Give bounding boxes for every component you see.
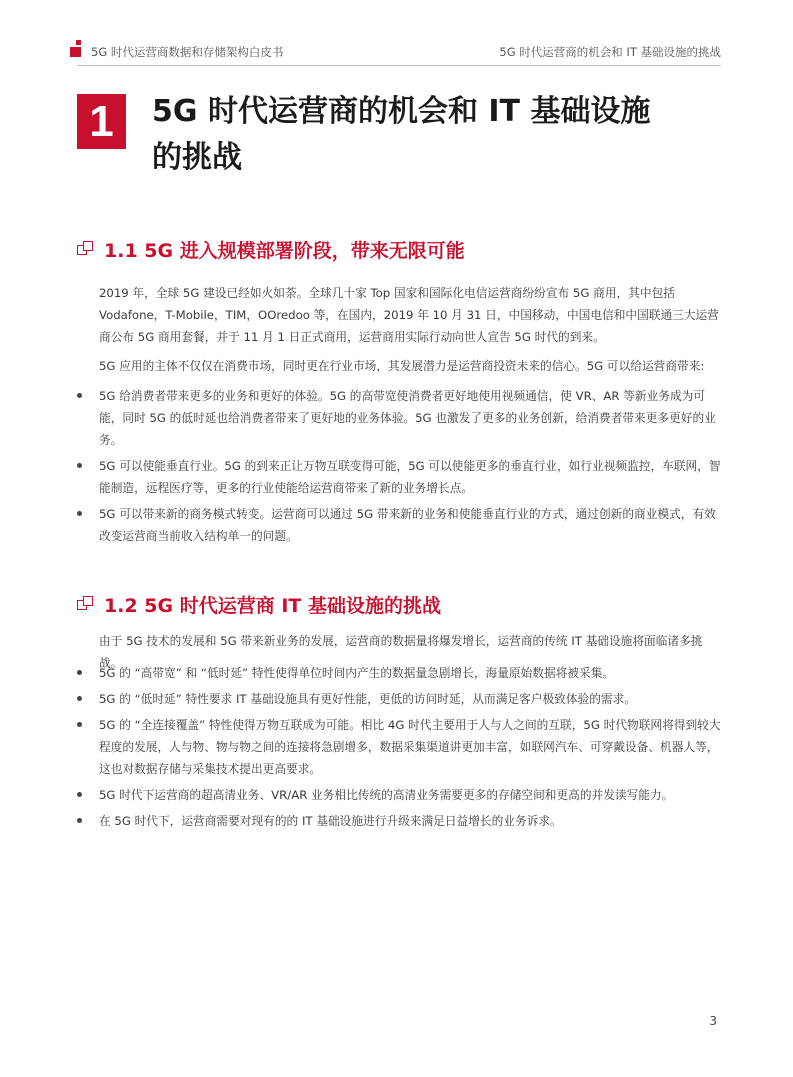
bullet-dot-icon: [77, 818, 82, 823]
chapter-number-badge: 1: [77, 94, 126, 149]
list-item: 5G 时代下运营商的超高清业务、VR/AR 业务相比传统的高清业务需要更多的存储空间和更高的并发读写能力。: [77, 784, 721, 806]
list-item: 5G 可以使能垂直行业。5G 的到来正让万物互联变得可能，5G 可以使能更多的垂直行业，如行业视频监控，车联网，智能制造，远程医疗等，更多的行业使能给运营商带来了新的业务增长点。: [77, 455, 721, 499]
header-divider: [77, 65, 721, 66]
bullet-dot-icon: [77, 463, 82, 468]
brand-logo-icon: [70, 40, 87, 57]
header-document-title: 5G 时代运营商数据和存储架构白皮书: [91, 45, 284, 59]
page-number: 3: [709, 1014, 717, 1028]
list-item: 5G 的 “低时延” 特性要求 IT 基础设施具有更好性能，更低的访问时延，从而满足客户极致体验的需求。: [77, 688, 721, 710]
bullet-dot-icon: [77, 670, 82, 675]
paragraph: 5G 应用的主体不仅仅在消费市场，同时更在行业市场，其发展潜力是运营商投资未来的信心。5G 可以给运营商带来:: [99, 359, 705, 373]
bullet-dot-icon: [77, 696, 82, 701]
section-bullet-icon: [77, 596, 95, 614]
bullet-list: [77, 385, 721, 551]
bullet-list: [77, 662, 721, 836]
section-heading-1-1: [77, 236, 465, 263]
page-header: [0, 0, 793, 70]
chapter-title: 5G 时代运营商的机会和 IT 基础设施的挑战: [152, 94, 651, 175]
list-item: 5G 的 “全连接覆盖” 特性使得万物互联成为可能。相比 4G 时代主要用于人与人之间的互联，5G 时代物联网将得到较大程度的发展，人与物、物与物之间的连接将急剧增多，数据采集渠道讲更加丰富，如联网汽车、可穿戴设备、机器人等，这也对数据存储与采集技术提出更高要求。: [77, 714, 721, 780]
header-chapter-title: 5G 时代运营商的机会和 IT 基础设施的挑战: [499, 45, 721, 59]
section-title: 1.1 5G 进入规模部署阶段，带来无限可能: [104, 240, 465, 262]
bullet-dot-icon: [77, 722, 82, 727]
paragraph: 2019 年，全球 5G 建设已经如火如荼。全球几十家 Top 国家和国际化电信运营商纷纷宣布 5G 商用，其中包括 Vodafone，T-Mobile，TIM，OOredoo 等，在国内，2019 年 10 月 31 日，中国移动，中国电信和中国联通三大运营商公布 5G 商用套餐，并于 11 月 1 日正式商用，运营商用实际行动向世人宣告 5G 时代的到来。: [99, 286, 719, 344]
bullet-dot-icon: [77, 393, 82, 398]
section-heading-1-2: [77, 591, 441, 618]
bullet-dot-icon: [77, 792, 82, 797]
list-item: 在 5G 时代下，运营商需要对现有的的 IT 基础设施进行升级来满足日益增长的业务诉求。: [77, 810, 721, 832]
section-bullet-icon: [77, 241, 95, 259]
list-item: 5G 的 “高带宽” 和 “低时延” 特性使得单位时间内产生的数据量急剧增长，海量原始数据将被采集。: [77, 662, 721, 684]
bullet-dot-icon: [77, 511, 82, 516]
list-item: 5G 可以带来新的商务模式转变。运营商可以通过 5G 带来新的业务和使能垂直行业的方式，通过创新的商业模式，有效改变运营商当前收入结构单一的问题。: [77, 503, 721, 547]
list-item: 5G 给消费者带来更多的业务和更好的体验。5G 的高带宽使消费者更好地使用视频通信，使 VR、AR 等新业务成为可能，同时 5G 的低时延也给消费者带来了更好地的业务体验。5G 也激发了更多的业务创新，给消费者带来更多更好的业务。: [77, 385, 721, 451]
section-title: 1.2 5G 时代运营商 IT 基础设施的挑战: [104, 595, 441, 617]
paragraph: 由于 5G 技术的发展和 5G 带来新业务的发展，运营商的数据量将爆发增长，运营商的传统 IT 基础设施将面临诸多挑战。: [99, 634, 703, 670]
